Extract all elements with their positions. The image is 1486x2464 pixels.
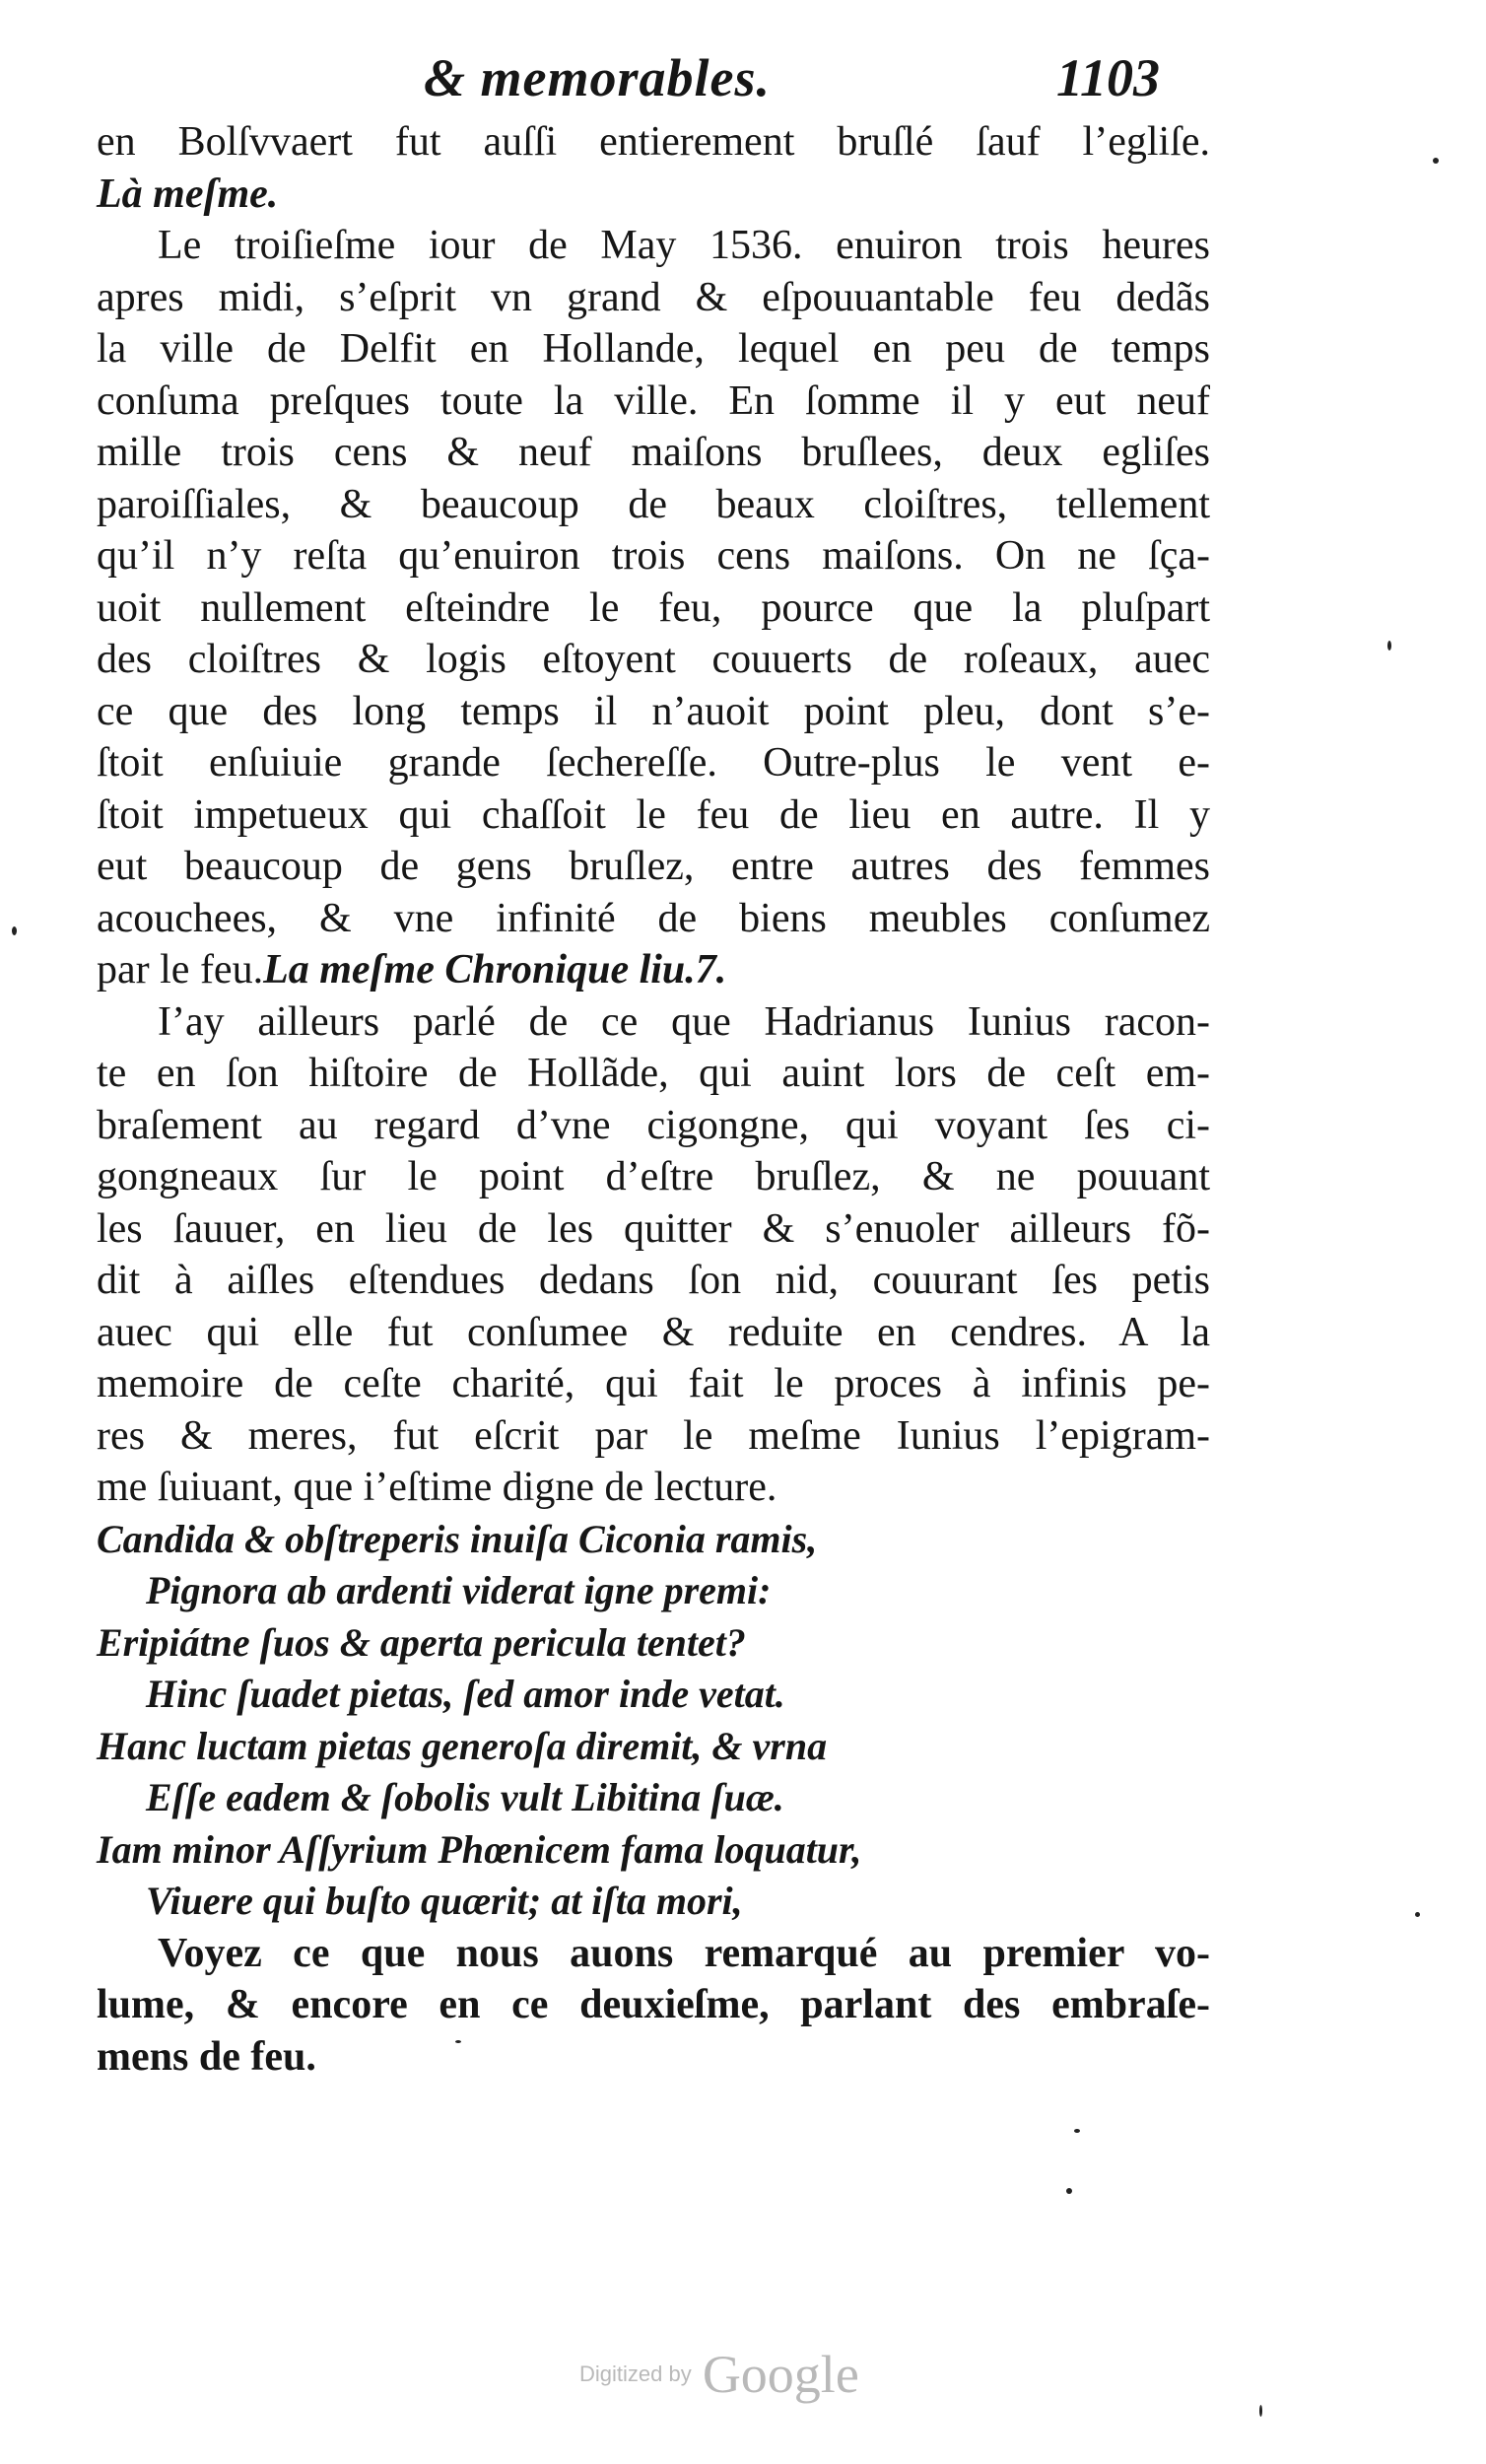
source-citation: Là meſme. xyxy=(97,171,279,217)
text-line: conſuma preſques toute la ville. En ſomme il y eut neuf xyxy=(97,377,1210,424)
text-line: auec qui elle fut conſumee & reduite en cendres. A la xyxy=(97,1309,1210,1355)
text-line: paroiſſiales, & beaucoup de beaux cloiſtres, tellement xyxy=(97,481,1210,527)
google-logo: Google xyxy=(702,2345,859,2404)
verse-line: Eſſe eadem & ſobolis vult Libitina ſuæ. xyxy=(146,1775,784,1819)
print-speck xyxy=(1387,641,1391,650)
print-speck xyxy=(1066,2188,1072,2194)
verse-line: Hinc ſuadet pietas, ſed amor inde vetat. xyxy=(146,1672,785,1716)
text-line: eut beaucoup de gens bruſlez, entre autres des femmes xyxy=(97,844,1210,889)
text-line: mens de feu. xyxy=(97,2033,316,2080)
text-line: Le troiſieſme iour de May 1536. enuiron trois heures xyxy=(158,223,1210,268)
print-speck xyxy=(1433,158,1439,164)
page-number: 1103 xyxy=(1056,48,1161,107)
watermark-prefix: Digitized by xyxy=(579,2361,692,2386)
text-line: apres midi, s’eſprit vn grand & eſpouuantable feu dedãs xyxy=(97,274,1210,320)
epigram xyxy=(97,1514,1210,1928)
print-speck xyxy=(1415,1912,1420,1917)
text-line: en Bolſvvaert fut auſſi entierement bruſlé ſauf l’egliſe. xyxy=(97,119,1210,165)
verse-line: Viuere qui buſto quærit; at iſta mori, xyxy=(146,1879,743,1923)
text-line: uoit nullement eſteindre le feu, pource que la pluſpart xyxy=(97,584,1210,631)
text-line: dit à aiſles eſtendues dedans ſon nid, couurant ſes petis xyxy=(97,1258,1210,1303)
text-line xyxy=(97,944,1210,996)
text-line: gongneaux ſur le point d’eſtre bruſlez, & ne pouuant xyxy=(97,1154,1210,1199)
text-line: res & meres, fut eſcrit par le meſme Iunius l’epigram- xyxy=(97,1412,1210,1459)
text-line: mille trois cens & neuf maiſons bruſlees, deux egliſes xyxy=(97,430,1210,475)
print-speck xyxy=(455,2040,461,2043)
text-line: braſement au regard d’vne cigongne, qui voyant ſes ci- xyxy=(97,1102,1210,1148)
text-line: memoire de ceſte charité, qui fait le proces à infinis pe- xyxy=(97,1361,1210,1406)
text-line: ſtoit impetueux qui chaſſoit le feu de lieu en autre. Il y xyxy=(97,791,1210,838)
text-line: Voyez ce que nous auons remarqué au premier vo- xyxy=(158,1930,1210,1976)
text-line: ce que des long temps il n’auoit point pleu, dont s’e- xyxy=(97,688,1210,734)
verse-line: Pignora ab ardenti viderat igne premi: xyxy=(146,1568,772,1612)
running-title: & memorables. xyxy=(424,48,771,107)
print-speck xyxy=(1259,2405,1262,2417)
text-line: des cloiſtres & logis eſtoyent couuerts de roſeaux, auec xyxy=(97,637,1210,682)
text-line: qu’il n’y reſta qu’enuiron trois cens maiſons. On ne ſça- xyxy=(97,533,1210,579)
verse-line: Candida & obſtreperis inuiſa Ciconia ramis, xyxy=(97,1516,818,1561)
digitization-watermark xyxy=(579,2344,914,2403)
verse-line: Eripiátne ſuos & aperta pericula tentet? xyxy=(97,1619,746,1665)
text-line: acouchees, & vne infinité de biens meubles conſumez xyxy=(97,895,1210,941)
verse-line: Iam minor Aſſyrium Phœnicem fama loquatur, xyxy=(97,1826,862,1872)
text-line: lume, & encore en ce deuxieſme, parlant des embraſe- xyxy=(97,1982,1210,2027)
text-fragment: par le feu. xyxy=(97,947,264,992)
body-text xyxy=(97,116,1210,2083)
text-line: me ſuiuant, que i’eſtime digne de lecture. xyxy=(97,1465,777,1510)
verse-line: Hanc luctam pietas generoſa diremit, & vrna xyxy=(97,1723,828,1768)
text-line: te en ſon hiſtoire de Hollãde, qui auint lors de ceſt em- xyxy=(97,1051,1210,1096)
page-header xyxy=(0,41,1486,110)
text-line: I’ay ailleurs parlé de ce que Hadrianus Iunius racon- xyxy=(158,998,1210,1045)
text-line: ſtoit enſuiuie grande ſechereſſe. Outre-plus le vent e- xyxy=(97,740,1210,786)
source-citation: La meſme Chronique liu.7. xyxy=(263,947,727,992)
text-line: la ville de Delfit en Hollande, lequel en peu de temps xyxy=(97,326,1210,372)
print-speck xyxy=(1074,2129,1080,2133)
text-line: les ſauuer, en lieu de les quitter & s’enuoler ailleurs fõ- xyxy=(97,1205,1210,1252)
print-speck xyxy=(12,926,17,935)
